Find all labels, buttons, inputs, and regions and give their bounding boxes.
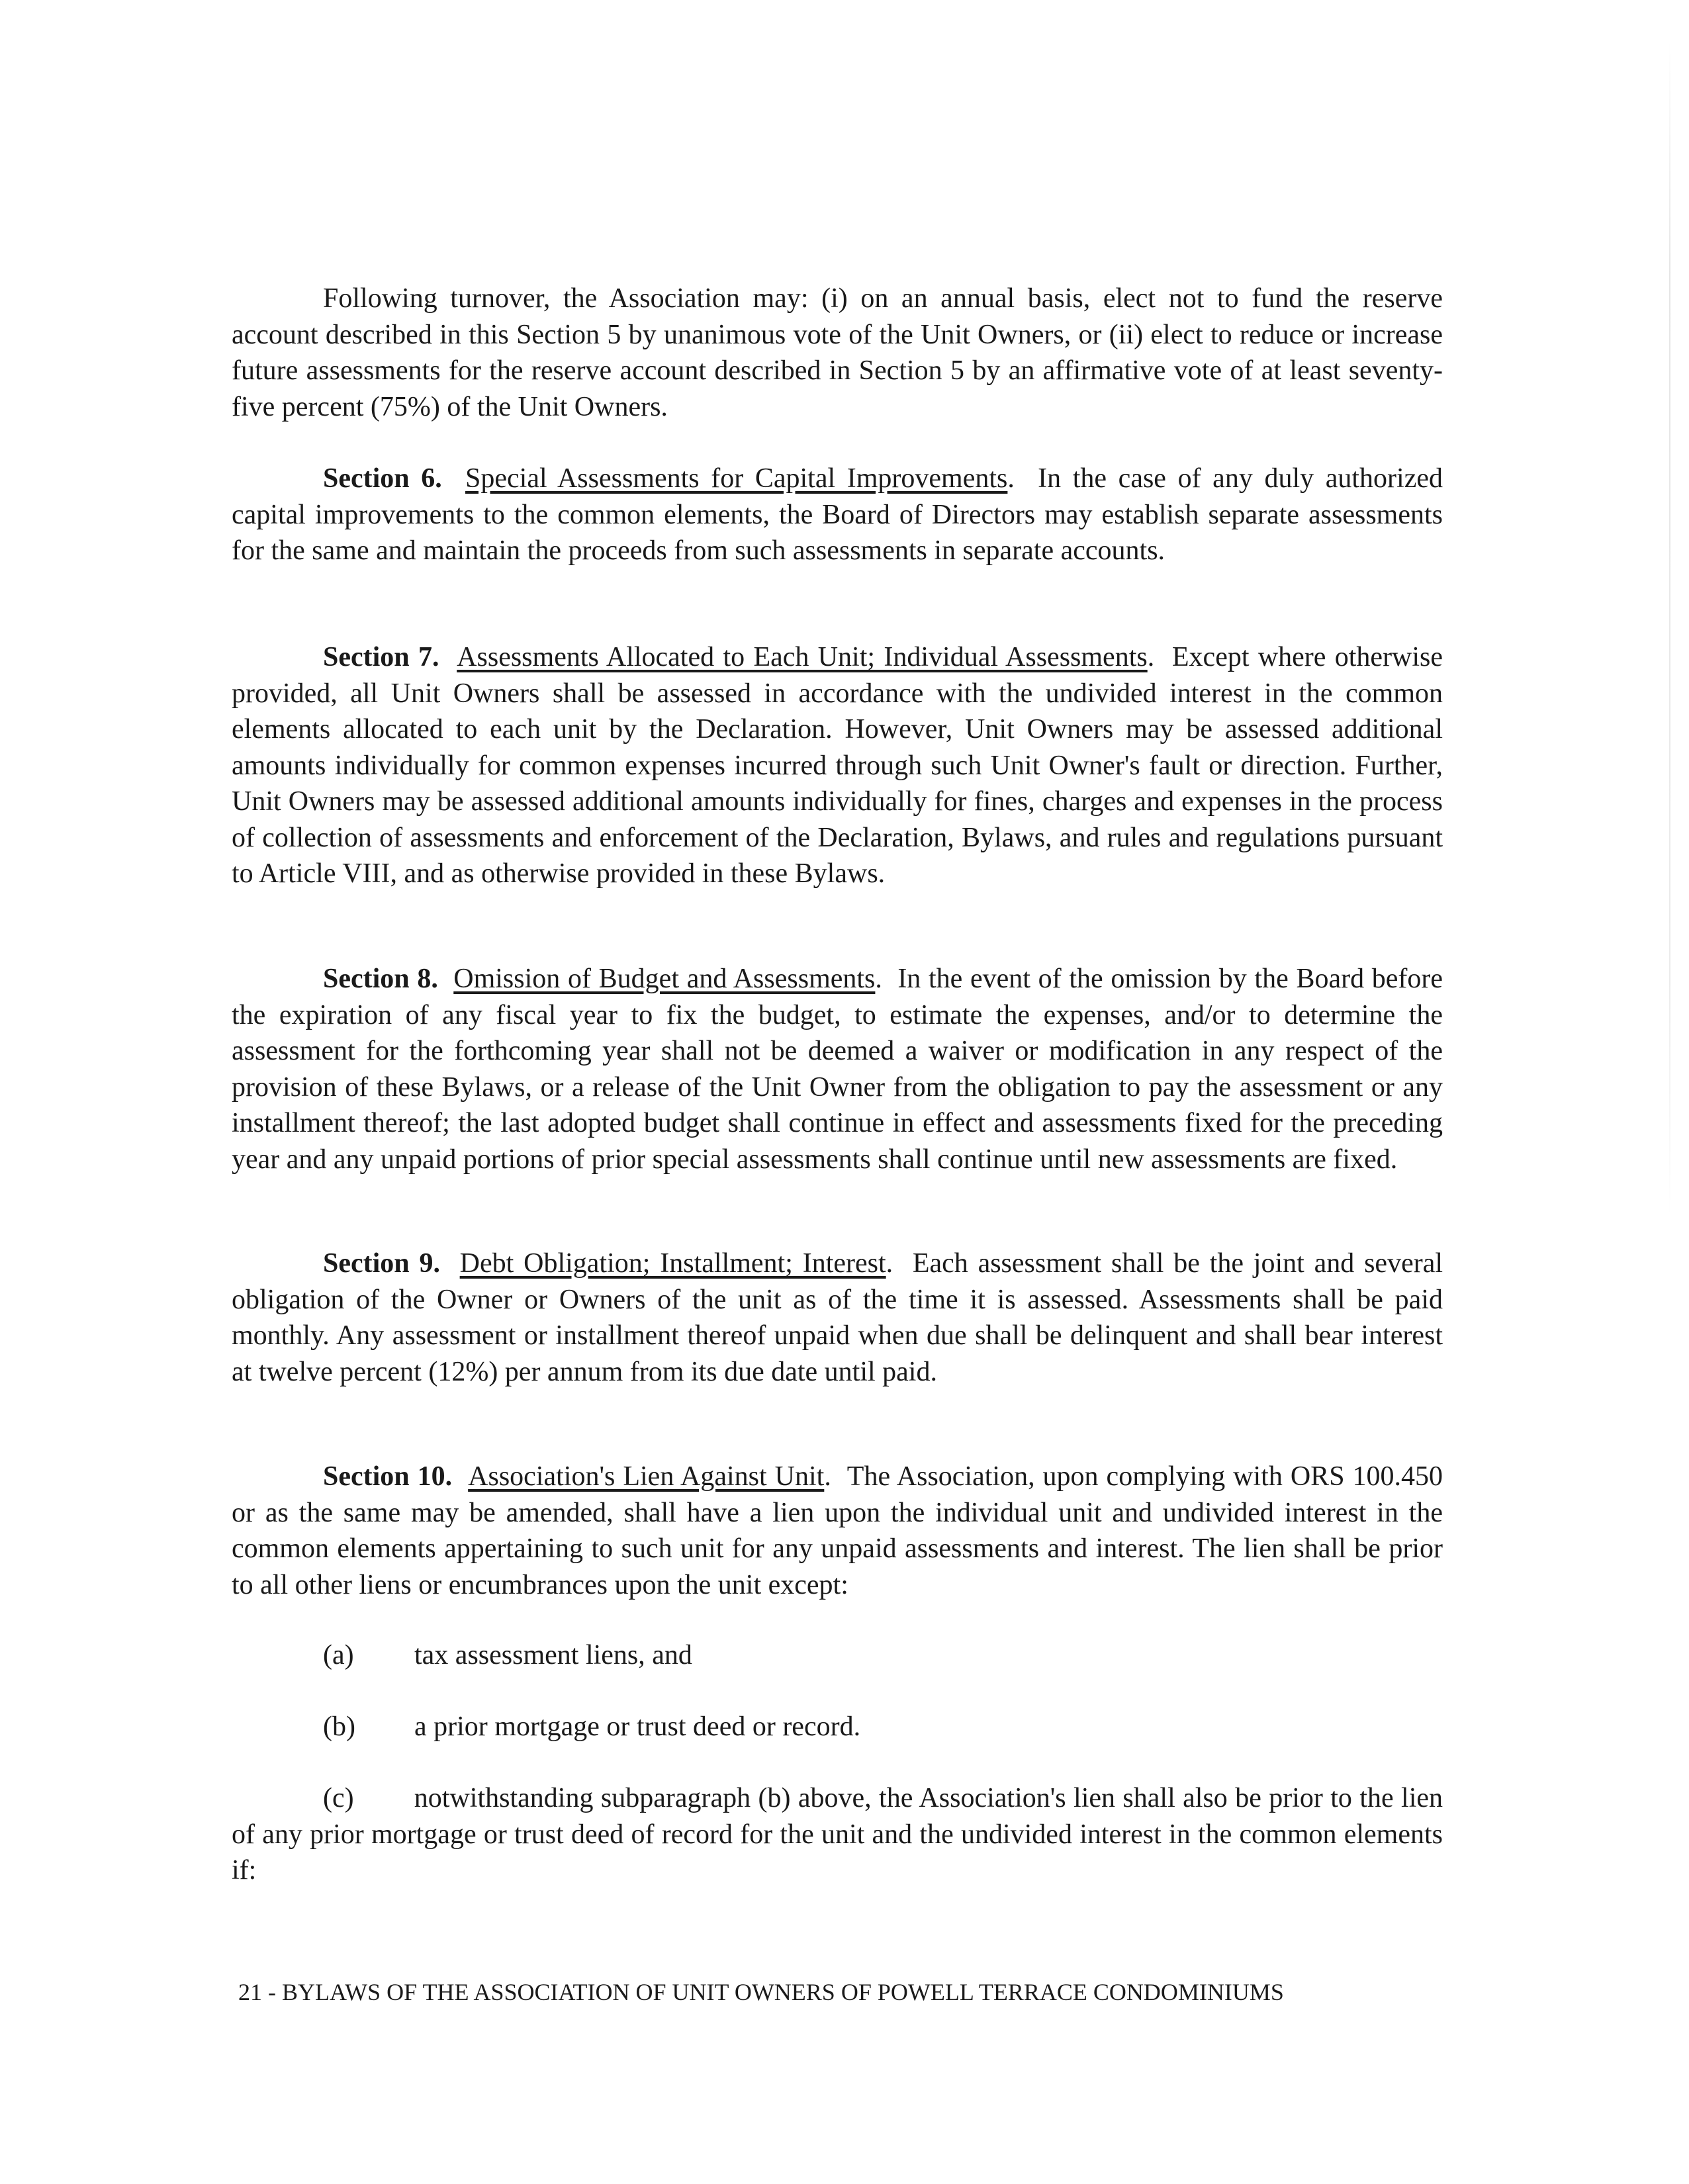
page-footer: 21 - BYLAWS OF THE ASSOCIATION OF UNIT OWNERS OF POWELL TERRACE CONDOMINIUMS [238,1979,1284,2005]
list-item-c [232,1780,1443,1889]
list-marker-b: (b) [323,1711,355,1742]
section-8-title: Omission of Budget and Assessments [453,964,876,994]
section-10-body: The Association, upon complying with ORS 100.450 or as the same may be amended, shall have a lien upon the individual unit and undivided interest in the common elements appertaining to such unit for any unpaid assessments and interest. The lien shall be prior to all other liens or encumbrances upon the unit except: [232,1461,1443,1600]
list-marker-c: (c) [323,1783,354,1813]
list-text-a: tax assessment liens, and [414,1640,692,1670]
section-9-body: Each assessment shall be the joint and several obligation of the Owner or Owners of the unit as of the time it is assessed. Assessments shall be paid monthly. Any assessment or installment thereof unpaid when due shall be delinquent and shall bear interest at twelve percent (12%) per annum from its due date until paid. [232,1248,1443,1387]
section-9-number: Section 9. [323,1248,440,1279]
section-9: Section 9. Debt Obligation; Installment; Interest. Each assessment shall be the joint and several obligation of the Owner or Owners of the unit as of the time it is assessed. Assessments shall be paid monthly. Any assessment or installment thereof unpaid when due shall be delinquent and shall bear interest at twelve percent (12%) per annum from its due date until paid. [232,1248,1443,1387]
section-9-title: Debt Obligation; Installment; Interest [459,1248,886,1279]
list-marker-a: (a) [323,1640,354,1670]
section-8-body: In the event of the omission by the Board before the expiration of any fiscal year to fix the budget, to estimate the expenses, and/or to determine the assessment for the forthcoming year shall not be deemed a waiver or modification in any respect of the provision of these Bylaws, or a release of the Unit Owner from the obligation to pay the assessment or any installment thereof; the last adopted budget shall continue in effect and assessments fixed for the preceding year and any unpaid portions of prior special assessments shall continue until new assessments are fixed. [232,964,1443,1175]
section-8: Section 8. Omission of Budget and Assessments. In the event of the omission by the Board before the expiration of any fiscal year to fix the budget, to estimate the expenses, and/or to determine the assessment for the forthcoming year shall not be deemed a waiver or modification in any respect of the provision of these Bylaws, or a release of the Unit Owner from the obligation to pay the assessment or any installment thereof; the last adopted budget shall continue in effect and assessments fixed for the preceding year and any unpaid portions of prior special assessments shall continue until new assessments are fixed. [232,964,1443,1175]
section-6-number: Section 6. [323,463,442,494]
section-10: Section 10. Association's Lien Against Unit. The Association, upon complying with ORS 100.450 or as the same may be amended, shall have a lien upon the individual unit and undivided interest in the common elements appertaining to such unit for any unpaid assessments and interest. The lien shall be prior to all other liens or encumbrances upon the unit except: [232,1461,1443,1600]
section-10-number: Section 10. [323,1461,453,1492]
list-text-b: a prior mortgage or trust deed or record. [414,1711,861,1742]
section-10-title: Association's Lien Against Unit [468,1461,825,1492]
section-7-title: Assessments Allocated to Each Unit; Individual Assessments [457,642,1148,672]
section-6-body: In the case of any duly authorized capital improvements to the common elements, the Board of Directors may establish separate assessments for the same and maintain the proceeds from such assessments in separate accounts. [232,463,1443,566]
section-8-number: Section 8. [323,964,438,994]
list-text-c: notwithstanding subparagraph (b) above, the Association's lien shall also be prior to the lien of any prior mortgage or trust deed of record for the unit and the undivided interest in the common elements if: [232,1783,1443,1886]
section-6: Section 6. Special Assessments for Capital Improvements. In the case of any duly authorized capital improvements to the common elements, the Board of Directors may establish separate assessments for the same and maintain the proceeds from such assessments in separate accounts. [232,463,1443,566]
section-6-title: Special Assessments for Capital Improvements [465,463,1008,494]
section-7-body: Except where otherwise provided, all Unit Owners shall be assessed in accordance with the undivided interest in the common elements allocated to each unit by the Declaration. However, Unit Owners may be assessed additional amounts individually for common expenses incurred through such Unit Owner's fault or direction. Further, Unit Owners may be assessed additional amounts individually for fines, charges and expenses in the process of collection of assessments and enforcement of the Declaration, Bylaws, and rules and regulations pursuant to Article VIII, and as otherwise provided in these Bylaws. [232,642,1443,889]
turnover-paragraph: Following turnover, the Association may: (i) on an annual basis, elect not to fund the reserve account described in this Section 5 by unanimous vote of the Unit Owners, or (ii) elect to reduce or increase future assessments for the reserve account described in Section 5 by an affirmative vote of at least seventy-five percent (75%) of the Unit Owners. [232,283,1443,422]
section-7: Section 7. Assessments Allocated to Each Unit; Individual Assessments. Except where otherwise provided, all Unit Owners shall be assessed in accordance with the undivided interest in the common elements allocated to each unit by the Declaration. However, Unit Owners may be assessed additional amounts individually for common expenses incurred through such Unit Owner's fault or direction. Further, Unit Owners may be assessed additional amounts individually for fines, charges and expenses in the process of collection of assessments and enforcement of the Declaration, Bylaws, and rules and regulations pursuant to Article VIII, and as otherwise provided in these Bylaws. [232,642,1443,889]
scan-edge-line [1669,40,1670,1218]
section-7-number: Section 7. [323,642,439,672]
